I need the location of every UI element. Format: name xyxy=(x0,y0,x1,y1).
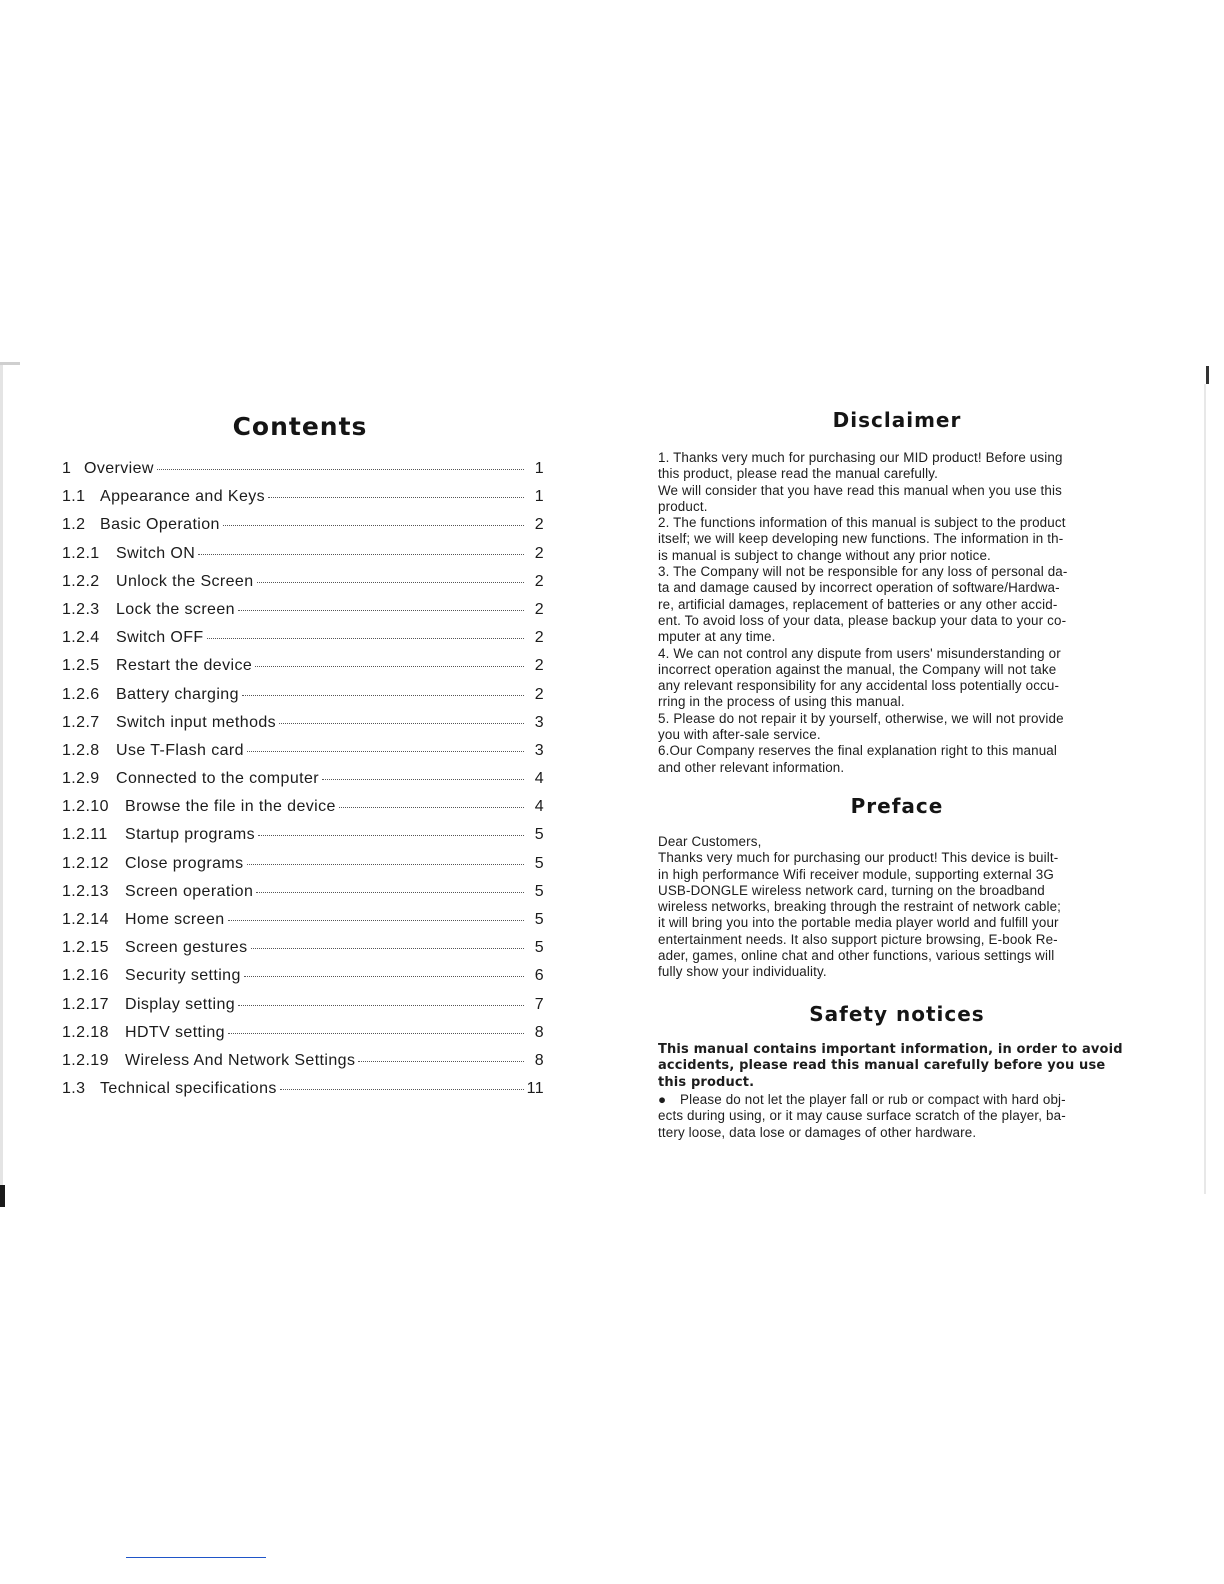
toc-dot-leader xyxy=(242,694,524,696)
toc-page-number: 2 xyxy=(534,544,544,562)
contents-page xyxy=(0,360,600,1210)
toc-title: Display setting xyxy=(125,995,236,1013)
text-line: This manual contains important information, in order to avoid xyxy=(658,1042,1123,1057)
toc-page-number: 3 xyxy=(534,713,544,731)
toc-number: 1.2.19 xyxy=(62,1051,109,1069)
toc-entry xyxy=(62,1052,544,1080)
text-line: Thanks very much for purchasing our product! This device is built- xyxy=(658,850,1059,866)
toc-dot-leader xyxy=(238,609,524,611)
toc-title: Use T-Flash card xyxy=(116,741,244,759)
toc-title: Technical specifications xyxy=(100,1080,277,1098)
text-line: 3. The Company will not be responsible for any loss of personal da- xyxy=(658,564,1068,580)
text-line: ects during using, or it may cause surface scratch of the player, ba- xyxy=(658,1108,1066,1124)
toc-page-number: 2 xyxy=(534,600,544,618)
toc-entry xyxy=(62,911,544,939)
toc-number: 1.2.7 xyxy=(62,713,100,731)
toc-dot-leader xyxy=(228,919,524,921)
toc-dot-leader xyxy=(247,750,524,752)
toc-title: Startup programs xyxy=(125,826,256,844)
toc-title: HDTV setting xyxy=(125,1023,225,1041)
text-line: product. xyxy=(658,498,708,514)
table-of-contents xyxy=(62,460,544,1108)
toc-number: 1.2.10 xyxy=(62,798,109,816)
toc-dot-leader xyxy=(279,722,524,724)
text-line: re, artificial damages, replacement of batteries or any other accid- xyxy=(658,596,1058,612)
toc-title: Connected to the computer xyxy=(116,770,320,788)
toc-number: 1.2.6 xyxy=(62,685,100,703)
toc-page-number: 5 xyxy=(534,826,544,844)
text-line: Dear Customers, xyxy=(658,834,762,849)
toc-dot-leader xyxy=(258,834,524,836)
text-line: fully show your individuality. xyxy=(658,964,827,980)
toc-dot-leader xyxy=(257,581,524,583)
contents-title: Contents xyxy=(232,412,368,441)
disclaimer-page xyxy=(612,360,1212,1210)
toc-number: 1.2.17 xyxy=(62,995,109,1013)
toc-title: Overview xyxy=(84,460,154,477)
toc-entry xyxy=(62,967,544,995)
preface-text xyxy=(658,834,1138,981)
toc-dot-leader xyxy=(207,637,524,639)
toc-page-number: 8 xyxy=(534,1051,544,1069)
toc-entry xyxy=(62,686,544,714)
toc-title: Switch ON xyxy=(116,544,196,562)
toc-title: Appearance and Keys xyxy=(100,488,266,506)
text-line: ent. To avoid loss of your data, please backup your data to your co- xyxy=(658,612,1067,628)
toc-entry xyxy=(62,657,544,685)
toc-number: 1.2.4 xyxy=(62,629,100,647)
toc-title: Switch OFF xyxy=(116,629,204,647)
toc-title: Restart the device xyxy=(116,657,253,675)
toc-dot-leader xyxy=(223,524,524,526)
text-line: We will consider that you have read this manual when you use this xyxy=(658,482,1062,498)
toc-entry xyxy=(62,798,544,826)
toc-number: 1.2.16 xyxy=(62,967,109,985)
bullet-text: Please do not let the player fall or rub or compact with hard obj- xyxy=(680,1092,1066,1107)
text-line: this product. xyxy=(658,1074,755,1090)
text-line: ader, games, online chat and other functions, various settings will xyxy=(658,948,1055,964)
toc-entry xyxy=(62,601,544,629)
text-line xyxy=(658,1092,1138,1108)
toc-title: Screen operation xyxy=(125,882,254,900)
text-line: it will bring you into the portable media player world and fulfill your xyxy=(658,915,1059,931)
toc-title: Home screen xyxy=(125,911,225,928)
toc-entry xyxy=(62,516,544,544)
text-line: entertainment needs. It also support picture browsing, E-book Re- xyxy=(658,931,1058,947)
toc-dot-leader xyxy=(255,665,524,667)
toc-dot-leader xyxy=(322,778,524,780)
text-line: and other relevant information. xyxy=(658,759,845,775)
text-line: 2. The functions information of this manual is subject to the product xyxy=(658,515,1066,531)
toc-title: Basic Operation xyxy=(100,516,220,534)
toc-title: Battery charging xyxy=(116,685,239,703)
text-line: you with after-sale service. xyxy=(658,727,821,743)
toc-title: Security setting xyxy=(125,967,241,985)
toc-entry xyxy=(62,770,544,798)
toc-dot-leader xyxy=(244,975,524,977)
toc-dot-leader xyxy=(228,1032,524,1034)
toc-number: 1 xyxy=(62,460,72,477)
toc-entry xyxy=(62,883,544,911)
toc-title: Wireless And Network Settings xyxy=(125,1051,356,1069)
toc-entry xyxy=(62,714,544,742)
disclaimer-text xyxy=(658,450,1138,776)
toc-page-number: 7 xyxy=(534,995,544,1013)
toc-page-number: 4 xyxy=(534,798,544,816)
toc-page-number: 2 xyxy=(534,629,544,647)
text-line: ta and damage caused by incorrect operation of software/Hardwa- xyxy=(658,580,1060,596)
toc-page-number: 8 xyxy=(534,1023,544,1041)
toc-page-number: 6 xyxy=(534,967,544,985)
toc-entry xyxy=(62,573,544,601)
text-line: 1. Thanks very much for purchasing our MID product! Before using xyxy=(658,450,1063,465)
toc-dot-leader xyxy=(247,863,524,865)
toc-page-number: 11 xyxy=(526,1080,544,1098)
toc-entry xyxy=(62,855,544,883)
toc-entry xyxy=(62,545,544,573)
toc-title: Screen gestures xyxy=(125,939,248,957)
toc-entry xyxy=(62,939,544,967)
toc-number: 1.2.14 xyxy=(62,911,109,928)
toc-entry xyxy=(62,826,544,854)
toc-number: 1.2.11 xyxy=(62,826,108,844)
toc-page-number: 2 xyxy=(534,516,544,534)
toc-title: Lock the screen xyxy=(116,600,235,618)
text-line: mputer at any time. xyxy=(658,629,776,645)
toc-entry xyxy=(62,1024,544,1052)
toc-dot-leader xyxy=(268,496,524,498)
toc-page-number: 1 xyxy=(534,488,544,506)
toc-number: 1.2.9 xyxy=(62,770,100,788)
toc-number: 1.2.15 xyxy=(62,939,109,957)
toc-number: 1.2.2 xyxy=(62,572,100,590)
toc-entry xyxy=(62,996,544,1024)
text-line: 6.Our Company reserves the final explanation right to this manual xyxy=(658,743,1058,759)
toc-dot-leader xyxy=(157,468,524,470)
toc-page-number: 5 xyxy=(534,911,544,928)
toc-page-number: 5 xyxy=(534,854,544,872)
text-line: this product, please read the manual carefully. xyxy=(658,466,938,482)
text-line: 5. Please do not repair it by yourself, otherwise, we will not provide xyxy=(658,710,1064,726)
text-line: rring in the process of using this manual. xyxy=(658,694,905,710)
toc-dot-leader xyxy=(358,1060,524,1062)
text-line: 4. We can not control any dispute from users' misunderstanding or xyxy=(658,645,1061,661)
toc-number: 1.1 xyxy=(62,488,86,506)
scan-underline-mark xyxy=(126,1557,266,1558)
toc-entry xyxy=(62,460,544,488)
toc-page-number: 1 xyxy=(534,460,544,477)
toc-page-number: 3 xyxy=(534,741,544,759)
toc-number: 1.2.8 xyxy=(62,741,100,759)
text-line: accidents, please read this manual carefully before you use xyxy=(658,1058,1106,1074)
text-line: itself; we will keep developing new functions. The information in th- xyxy=(658,531,1064,547)
text-line: incorrect operation against the manual, the Company will not take xyxy=(658,661,1057,677)
toc-number: 1.2.1 xyxy=(62,544,100,562)
bullet-icon: ● xyxy=(658,1092,667,1107)
text-line: wireless networks, breaking through the restraint of network cable; xyxy=(658,899,1062,915)
toc-number: 1.2.13 xyxy=(62,882,109,900)
toc-dot-leader xyxy=(339,806,524,808)
toc-page-number: 5 xyxy=(534,882,544,900)
toc-page-number: 2 xyxy=(534,685,544,703)
toc-title: Unlock the Screen xyxy=(116,572,254,590)
text-line: any relevant responsibility for any accidental loss potentially occu- xyxy=(658,678,1060,694)
toc-number: 1.3 xyxy=(62,1080,86,1098)
toc-title: Browse the file in the device xyxy=(125,798,336,816)
toc-entry xyxy=(62,488,544,516)
toc-dot-leader xyxy=(256,891,524,893)
toc-number: 1.2.12 xyxy=(62,854,109,872)
toc-page-number: 5 xyxy=(534,939,544,957)
toc-entry xyxy=(62,629,544,657)
safety-intro-text xyxy=(658,1042,1138,1091)
safety-title: Safety notices xyxy=(809,1002,985,1026)
disclaimer-title: Disclaimer xyxy=(832,408,962,432)
toc-entry xyxy=(62,742,544,770)
text-line: is manual is subject to change without any prior notice. xyxy=(658,547,991,563)
toc-dot-leader xyxy=(198,553,524,555)
toc-number: 1.2.18 xyxy=(62,1023,109,1041)
safety-bullet-item xyxy=(658,1092,1138,1141)
toc-page-number: 4 xyxy=(534,770,544,788)
toc-title: Switch input methods xyxy=(116,713,277,731)
toc-number: 1.2.5 xyxy=(62,657,100,675)
toc-page-number: 2 xyxy=(534,572,544,590)
toc-dot-leader xyxy=(280,1088,524,1090)
text-line: USB-DONGLE wireless network card, turning on the broadband xyxy=(658,882,1045,898)
toc-title: Close programs xyxy=(125,854,244,872)
text-line: in high performance Wifi receiver module, supporting external 3G xyxy=(658,866,1054,882)
toc-entry xyxy=(62,1080,544,1108)
toc-dot-leader xyxy=(238,1004,524,1006)
toc-number: 1.2 xyxy=(62,516,86,534)
toc-page-number: 2 xyxy=(534,657,544,675)
preface-title: Preface xyxy=(850,794,944,818)
text-line: ttery loose, data lose or damages of other hardware. xyxy=(658,1124,977,1140)
toc-dot-leader xyxy=(251,947,524,949)
toc-number: 1.2.3 xyxy=(62,600,100,618)
